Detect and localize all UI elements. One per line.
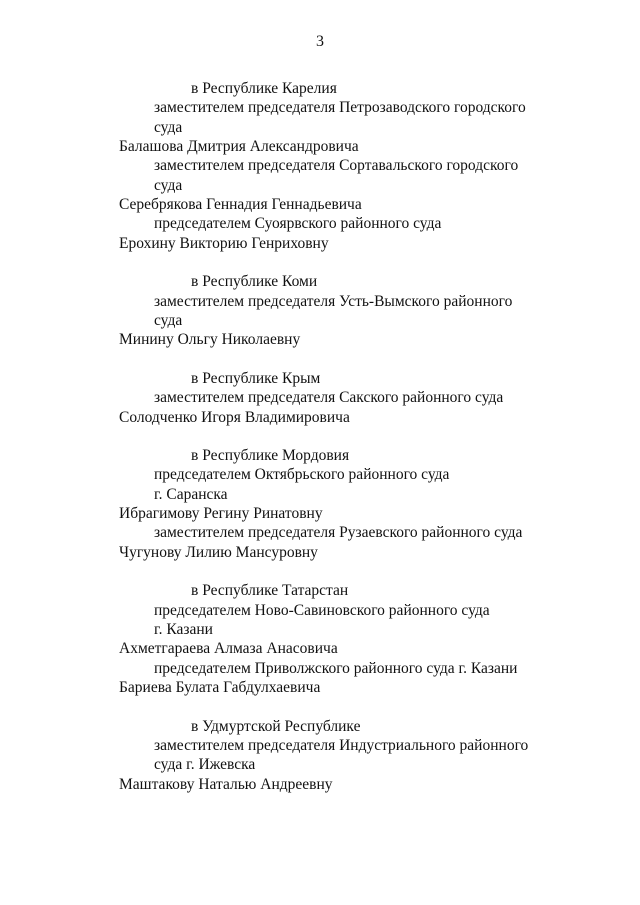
position-line: суда [154, 177, 183, 194]
appointee-name: Чугунову Лилию Мансуровну [119, 544, 318, 561]
region-heading-komi: в Республике Коми [191, 273, 318, 290]
appointee-name: Ерохину Викторию Генриховну [119, 235, 329, 252]
position-line: председателем Приволжского районного суда г. Казани [154, 660, 518, 677]
appointee-name: Минину Ольгу Николаевну [119, 331, 301, 348]
region-heading-karelia: в Республике Карелия [191, 80, 337, 97]
position-line: суда [154, 312, 183, 329]
position-line: заместителем председателя Индустриального районного [154, 737, 529, 754]
appointee-name: Балашова Дмитрия Александровича [119, 138, 359, 155]
position-line: г. Казани [154, 621, 213, 638]
position-line: председателем Октябрьского районного суда [154, 466, 450, 483]
position-line: заместителем председателя Рузаевского районного суда [154, 524, 523, 541]
region-heading-mordovia: в Республике Мордовия [191, 447, 350, 464]
appointee-name: Бариева Булата Габдулхаевича [119, 679, 321, 696]
position-line: председателем Ново-Савиновского районного суда [154, 602, 490, 619]
appointee-name: Маштакову Наталью Андреевну [119, 776, 333, 793]
position-line: заместителем председателя Сакского районного суда [154, 389, 504, 406]
position-line: заместителем председателя Сортавальского городского [154, 157, 519, 174]
position-line: заместителем председателя Усть-Вымского районного [154, 293, 513, 310]
page-number: 3 [316, 33, 324, 50]
position-line: председателем Суоярвского районного суда [154, 215, 442, 232]
appointee-name: Ибрагимову Регину Ринатовну [119, 505, 323, 522]
position-line: заместителем председателя Петрозаводского городского [154, 99, 526, 116]
appointee-name: Солодченко Игоря Владимировича [119, 409, 350, 426]
position-line: суда [154, 119, 183, 136]
region-heading-tatarstan: в Республике Татарстан [191, 582, 349, 599]
appointee-name: Серебрякова Геннадия Геннадьевича [119, 196, 362, 213]
region-heading-udmurtia: в Удмуртской Республике [191, 718, 361, 735]
region-heading-crimea: в Республике Крым [191, 370, 321, 387]
appointee-name: Ахметгараева Алмаза Анасовича [119, 640, 338, 657]
position-line: г. Саранска [154, 486, 228, 503]
position-line: суда г. Ижевска [154, 756, 256, 773]
